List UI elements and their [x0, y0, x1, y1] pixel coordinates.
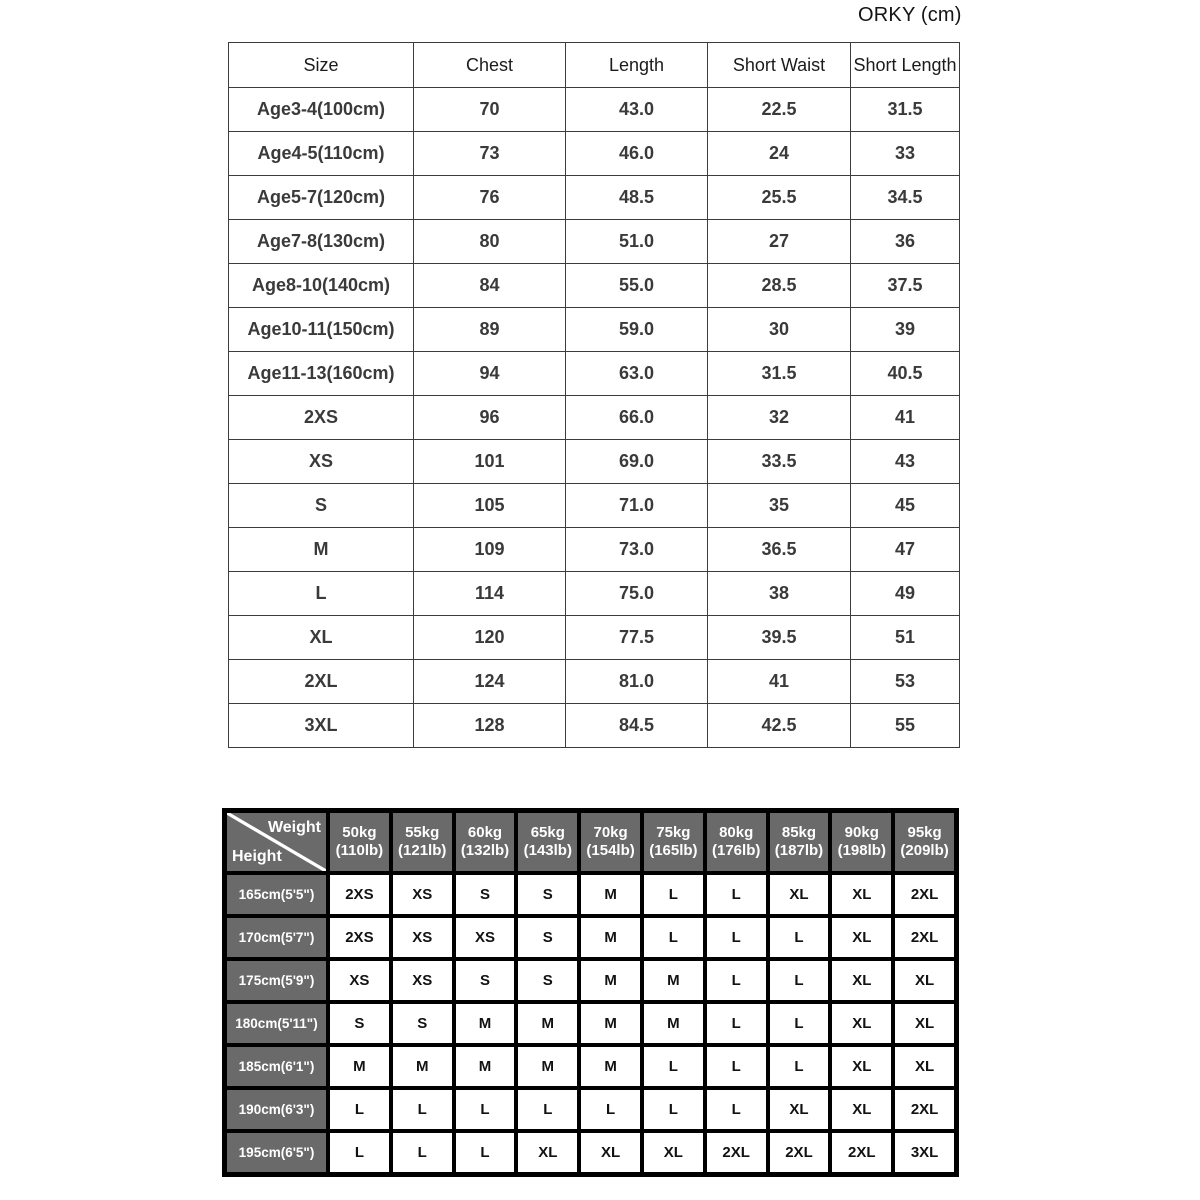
- chest-cell: 120: [414, 616, 566, 660]
- weight-column-header: 60kg (132lb): [454, 811, 517, 873]
- short-waist-cell: 42.5: [708, 704, 851, 748]
- chest-cell: 105: [414, 484, 566, 528]
- length-cell: 55.0: [566, 264, 708, 308]
- size-cell: M: [579, 959, 642, 1002]
- size-cell: L: [579, 1088, 642, 1131]
- size-cell: 2XL: [830, 1131, 893, 1174]
- weight-column-header: 70kg (154lb): [579, 811, 642, 873]
- fit-table-row: [225, 1045, 956, 1088]
- length-cell: 77.5: [566, 616, 708, 660]
- size-label-cell: XS: [229, 440, 414, 484]
- size-label-cell: Age10-11(150cm): [229, 308, 414, 352]
- short-length-cell: 40.5: [851, 352, 960, 396]
- length-cell: 43.0: [566, 88, 708, 132]
- size-cell: 2XL: [893, 873, 956, 916]
- size-label-cell: M: [229, 528, 414, 572]
- size-chart-row: [229, 616, 960, 660]
- size-cell: L: [705, 1002, 768, 1045]
- short-waist-cell: 31.5: [708, 352, 851, 396]
- size-cell: L: [642, 916, 705, 959]
- size-cell: XL: [830, 959, 893, 1002]
- size-cell: M: [579, 1002, 642, 1045]
- short-waist-cell: 24: [708, 132, 851, 176]
- size-chart-row: [229, 440, 960, 484]
- size-cell: XL: [768, 1088, 831, 1131]
- short-waist-cell: 41: [708, 660, 851, 704]
- size-cell: XL: [893, 1002, 956, 1045]
- size-cell: L: [705, 1045, 768, 1088]
- size-cell: L: [516, 1088, 579, 1131]
- weight-column-header: 90kg (198lb): [830, 811, 893, 873]
- weight-height-corner-cell: [225, 811, 328, 873]
- size-chart-row: [229, 88, 960, 132]
- short-waist-cell: 39.5: [708, 616, 851, 660]
- short-waist-cell: 27: [708, 220, 851, 264]
- fit-table-row: [225, 959, 956, 1002]
- length-cell: 69.0: [566, 440, 708, 484]
- short-waist-cell: 36.5: [708, 528, 851, 572]
- size-cell: S: [454, 959, 517, 1002]
- size-chart-row: [229, 484, 960, 528]
- short-length-cell: 53: [851, 660, 960, 704]
- size-chart-row: [229, 660, 960, 704]
- size-cell: M: [516, 1002, 579, 1045]
- chest-cell: 94: [414, 352, 566, 396]
- size-cell: M: [642, 1002, 705, 1045]
- short-length-cell: 43: [851, 440, 960, 484]
- chest-cell: 89: [414, 308, 566, 352]
- size-cell: 2XS: [328, 916, 391, 959]
- chest-cell: 101: [414, 440, 566, 484]
- size-label-cell: 2XS: [229, 396, 414, 440]
- size-label-cell: L: [229, 572, 414, 616]
- size-cell: XS: [391, 916, 454, 959]
- column-header-chest: Chest: [414, 43, 566, 88]
- size-chart-row: [229, 308, 960, 352]
- size-label-cell: XL: [229, 616, 414, 660]
- size-cell: L: [768, 1002, 831, 1045]
- size-cell: 3XL: [893, 1131, 956, 1174]
- size-label-cell: Age5-7(120cm): [229, 176, 414, 220]
- height-label-cell: 195cm(6'5"): [225, 1131, 328, 1174]
- chest-cell: 80: [414, 220, 566, 264]
- size-cell: XL: [830, 916, 893, 959]
- height-label-cell: 165cm(5'5"): [225, 873, 328, 916]
- size-cell: M: [642, 959, 705, 1002]
- size-cell: L: [768, 916, 831, 959]
- size-cell: M: [579, 873, 642, 916]
- size-cell: M: [579, 916, 642, 959]
- size-chart-row: [229, 132, 960, 176]
- length-cell: 63.0: [566, 352, 708, 396]
- size-cell: M: [328, 1045, 391, 1088]
- fit-table-row: [225, 873, 956, 916]
- size-label-cell: Age8-10(140cm): [229, 264, 414, 308]
- size-cell: M: [579, 1045, 642, 1088]
- height-label-cell: 185cm(6'1"): [225, 1045, 328, 1088]
- fit-table-row: [225, 1088, 956, 1131]
- size-cell: L: [328, 1088, 391, 1131]
- size-cell: L: [768, 959, 831, 1002]
- corner-height-label: Height: [232, 847, 282, 865]
- size-chart-row: [229, 264, 960, 308]
- chest-cell: 114: [414, 572, 566, 616]
- brand-unit-label: ORKY (cm): [858, 4, 962, 26]
- short-length-cell: 39: [851, 308, 960, 352]
- size-cell: XL: [830, 1045, 893, 1088]
- height-label-cell: 175cm(5'9"): [225, 959, 328, 1002]
- size-cell: XL: [642, 1131, 705, 1174]
- fit-table-header-row: [225, 811, 956, 873]
- size-cell: XL: [893, 959, 956, 1002]
- short-waist-cell: 35: [708, 484, 851, 528]
- size-cell: XL: [830, 873, 893, 916]
- size-label-cell: Age4-5(110cm): [229, 132, 414, 176]
- length-cell: 66.0: [566, 396, 708, 440]
- size-cell: XS: [391, 873, 454, 916]
- column-header-length: Length: [566, 43, 708, 88]
- size-label-cell: Age11-13(160cm): [229, 352, 414, 396]
- size-cell: L: [705, 1088, 768, 1131]
- size-cell: S: [516, 916, 579, 959]
- size-chart-row: [229, 528, 960, 572]
- short-length-cell: 41: [851, 396, 960, 440]
- weight-height-fit-table: [222, 808, 959, 1177]
- size-cell: L: [391, 1131, 454, 1174]
- size-cell: L: [705, 959, 768, 1002]
- length-cell: 73.0: [566, 528, 708, 572]
- length-cell: 51.0: [566, 220, 708, 264]
- size-cell: M: [454, 1002, 517, 1045]
- size-chart-row: [229, 352, 960, 396]
- size-cell: XL: [893, 1045, 956, 1088]
- column-header-short-waist: Short Waist: [708, 43, 851, 88]
- chest-cell: 96: [414, 396, 566, 440]
- weight-column-header: 50kg (110lb): [328, 811, 391, 873]
- column-header-size: Size: [229, 43, 414, 88]
- size-cell: S: [391, 1002, 454, 1045]
- size-cell: XL: [830, 1088, 893, 1131]
- short-length-cell: 33: [851, 132, 960, 176]
- size-chart-row: [229, 704, 960, 748]
- short-length-cell: 49: [851, 572, 960, 616]
- short-length-cell: 37.5: [851, 264, 960, 308]
- length-cell: 48.5: [566, 176, 708, 220]
- short-waist-cell: 22.5: [708, 88, 851, 132]
- size-chart-row: [229, 572, 960, 616]
- weight-column-header: 55kg (121lb): [391, 811, 454, 873]
- size-cell: L: [642, 1088, 705, 1131]
- chest-cell: 73: [414, 132, 566, 176]
- short-waist-cell: 33.5: [708, 440, 851, 484]
- chest-cell: 70: [414, 88, 566, 132]
- size-cell: L: [391, 1088, 454, 1131]
- size-cell: L: [705, 916, 768, 959]
- size-label-cell: 3XL: [229, 704, 414, 748]
- size-label-cell: S: [229, 484, 414, 528]
- size-cell: XS: [454, 916, 517, 959]
- chest-cell: 84: [414, 264, 566, 308]
- short-waist-cell: 32: [708, 396, 851, 440]
- size-label-cell: Age7-8(130cm): [229, 220, 414, 264]
- chest-cell: 109: [414, 528, 566, 572]
- height-label-cell: 180cm(5'11"): [225, 1002, 328, 1045]
- length-cell: 81.0: [566, 660, 708, 704]
- chest-cell: 124: [414, 660, 566, 704]
- short-length-cell: 45: [851, 484, 960, 528]
- size-cell: S: [516, 873, 579, 916]
- size-cell: L: [768, 1045, 831, 1088]
- size-chart-row: [229, 396, 960, 440]
- fit-table-row: [225, 916, 956, 959]
- short-length-cell: 36: [851, 220, 960, 264]
- length-cell: 84.5: [566, 704, 708, 748]
- short-waist-cell: 28.5: [708, 264, 851, 308]
- size-cell: 2XL: [893, 1088, 956, 1131]
- weight-column-header: 65kg (143lb): [516, 811, 579, 873]
- chest-cell: 128: [414, 704, 566, 748]
- weight-column-header: 75kg (165lb): [642, 811, 705, 873]
- size-cell: XL: [830, 1002, 893, 1045]
- size-cell: S: [454, 873, 517, 916]
- size-cell: L: [454, 1088, 517, 1131]
- size-cell: 2XL: [893, 916, 956, 959]
- fit-table-row: [225, 1131, 956, 1174]
- corner-weight-label: Weight: [267, 819, 321, 836]
- size-cell: L: [328, 1131, 391, 1174]
- size-cell: L: [642, 1045, 705, 1088]
- column-header-short-length: Short Length: [851, 43, 960, 88]
- size-cell: M: [391, 1045, 454, 1088]
- size-cell: S: [328, 1002, 391, 1045]
- weight-column-header: 80kg (176lb): [705, 811, 768, 873]
- size-label-cell: 2XL: [229, 660, 414, 704]
- size-cell: M: [516, 1045, 579, 1088]
- size-chart-table: [228, 42, 960, 748]
- weight-column-header: 95kg (209lb): [893, 811, 956, 873]
- size-cell: XL: [579, 1131, 642, 1174]
- size-cell: L: [705, 873, 768, 916]
- length-cell: 59.0: [566, 308, 708, 352]
- size-cell: L: [454, 1131, 517, 1174]
- short-length-cell: 34.5: [851, 176, 960, 220]
- height-label-cell: 190cm(6'3"): [225, 1088, 328, 1131]
- size-cell: S: [516, 959, 579, 1002]
- short-waist-cell: 38: [708, 572, 851, 616]
- size-cell: XS: [391, 959, 454, 1002]
- size-cell: XL: [768, 873, 831, 916]
- short-length-cell: 55: [851, 704, 960, 748]
- short-length-cell: 47: [851, 528, 960, 572]
- length-cell: 71.0: [566, 484, 708, 528]
- length-cell: 75.0: [566, 572, 708, 616]
- size-chart-row: [229, 176, 960, 220]
- size-chart-header-row: [229, 43, 960, 88]
- weight-column-header: 85kg (187lb): [768, 811, 831, 873]
- height-label-cell: 170cm(5'7"): [225, 916, 328, 959]
- short-waist-cell: 25.5: [708, 176, 851, 220]
- size-cell: XS: [328, 959, 391, 1002]
- short-length-cell: 51: [851, 616, 960, 660]
- fit-table-row: [225, 1002, 956, 1045]
- size-cell: XL: [516, 1131, 579, 1174]
- size-chart-row: [229, 220, 960, 264]
- size-cell: 2XL: [705, 1131, 768, 1174]
- short-waist-cell: 30: [708, 308, 851, 352]
- size-label-cell: Age3-4(100cm): [229, 88, 414, 132]
- size-cell: L: [642, 873, 705, 916]
- size-cell: 2XL: [768, 1131, 831, 1174]
- size-cell: 2XS: [328, 873, 391, 916]
- short-length-cell: 31.5: [851, 88, 960, 132]
- length-cell: 46.0: [566, 132, 708, 176]
- size-cell: M: [454, 1045, 517, 1088]
- chest-cell: 76: [414, 176, 566, 220]
